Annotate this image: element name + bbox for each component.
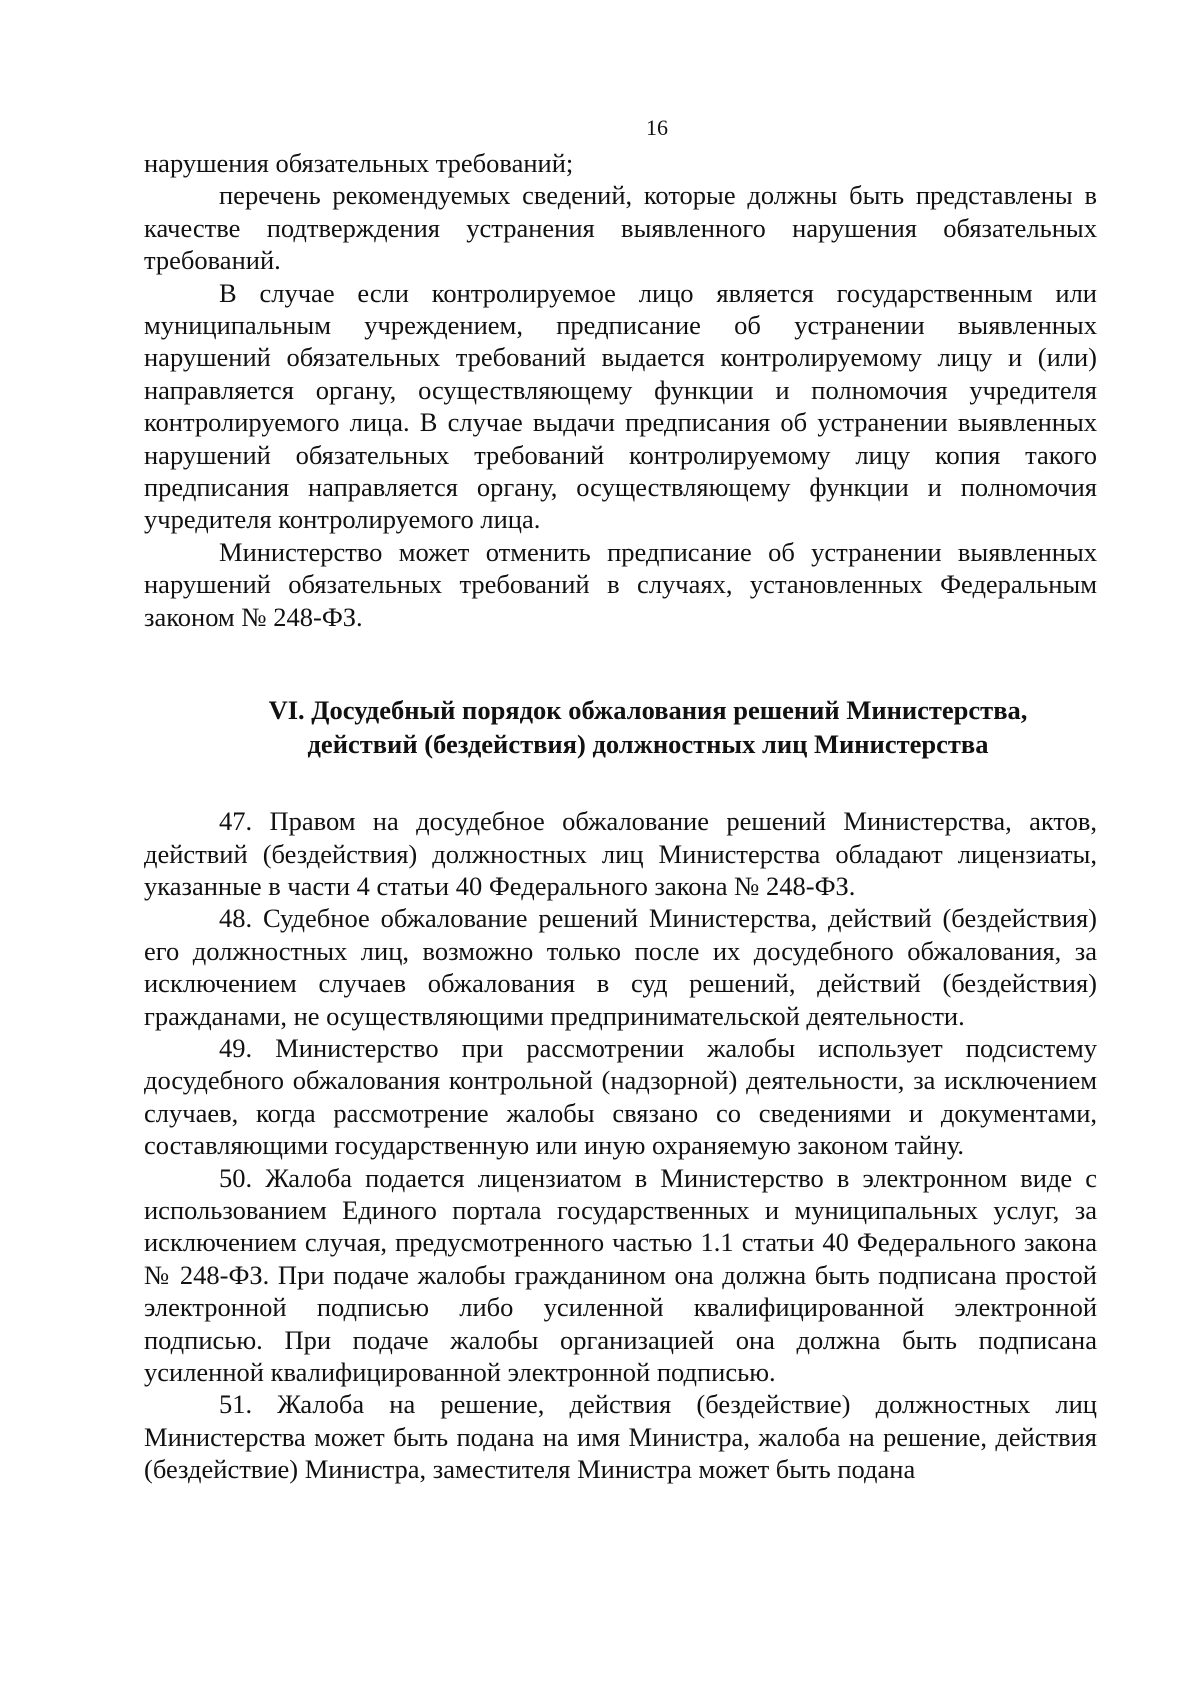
section-heading-line-1: VI. Досудебный порядок обжалования решений Министерства,	[268, 695, 1028, 726]
paragraph-continuation: нарушения обязательных требований;	[144, 148, 574, 178]
paragraph-recommended-info: перечень рекомендуемых сведений, которые должны быть представлены в качестве подтверждения устранения выявленного нарушения обязательных требований.	[144, 180, 1097, 276]
paragraph-47: 47. Правом на досудебное обжалование решений Министерства, актов, действий (бездействия) должностных лиц Министерства обладают лицензиаты, указанные в части 4 статьи 40 Федерального закона № 248-ФЗ.	[144, 806, 1097, 901]
section-heading-line-2: действий (бездействия) должностных лиц Министерства	[307, 729, 989, 760]
paragraph-order-cancellation: Министерство может отменить предписание об устранении выявленных нарушений обязательных требований в случаях, установленных Федеральным законом № 248-ФЗ.	[144, 536, 1097, 632]
paragraph-51: 51. Жалоба на решение, действия (бездействие) должностных лиц Министерства может быть подана на имя Министра, жалоба на решение, действия (бездействие) Министра, заместителя Министра может быть подана	[144, 1389, 1097, 1485]
paragraph-state-institution: В случае если контролируемое лицо является государственным или муниципальным учреждением, предписание об устранении выявленных нарушений обязательных требований выдается контролируемому лицу и (или) направляется органу, осуществляющему функции и полномочия учредителя контролируемого лица. В случае выдачи предписания об устранении выявленных нарушений обязательных требований контролируемому лицу копия такого предписания направляется органу, осуществляющему функции и полномочия учредителя контролируемого лица.	[144, 277, 1097, 535]
section-heading	[144, 693, 1097, 761]
paragraph-48: 48. Судебное обжалование решений Министерства, действий (бездействия) его должностных лиц, возможно только после их досудебного обжалования, за исключением случаев обжалования в суд решений, действий (бездействия) гражданами, не осуществляющими предпринимательской деятельности.	[144, 903, 1097, 1031]
document-body	[144, 147, 1097, 1486]
paragraph-50: 50. Жалоба подается лицензиатом в Министерство в электронном виде с использованием Единого портала государственных и муниципальных услуг, за исключением случая, предусмотренного частью 1.1 статьи 40 Федерального закона № 248-ФЗ. При подаче жалобы гражданином она должна быть подписана простой электронной подписью либо усиленной квалифицированной электронной подписью. При подаче жалобы организацией она должна быть подписана усиленной квалифицированной электронной подписью.	[144, 1162, 1097, 1387]
page-number: 16	[646, 115, 668, 140]
paragraph-49: 49. Министерство при рассмотрении жалобы использует подсистему досудебного обжалования контрольной (надзорной) деятельности, за исключением случаев, когда рассмотрение жалобы связано со сведениями и документами, составляющими государственную или иную охраняемую законом тайну.	[144, 1032, 1097, 1161]
